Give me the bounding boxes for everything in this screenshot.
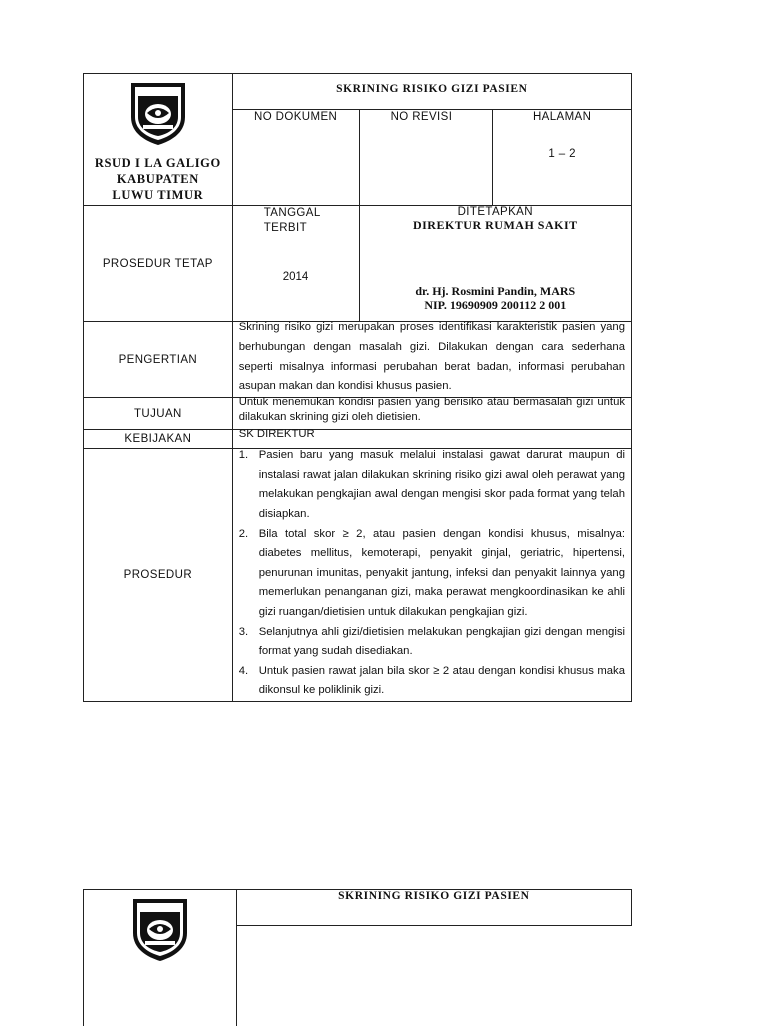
step-text: Untuk pasien rawat jalan bila skor ≥ 2 atau dengan kondisi khusus maka dikonsul ke poliklinik gizi. [258, 664, 625, 697]
halaman-cell [493, 110, 632, 206]
step-text: Pasien baru yang masuk melalui instalasi gawat darurat maupun di instalasi rawat jalan dilakukan skrining risiko gizi awal oleh perawat yang melakukan pengkajian awal dengan mengisi skor pada format yang telah disiapkan. [258, 449, 625, 520]
step-number: 3. [238, 625, 249, 638]
sop-table [83, 73, 632, 702]
halaman-value: 1 – 2 [548, 148, 576, 160]
prosedur-content-cell [232, 449, 631, 702]
pengertian-label-cell [84, 322, 233, 398]
document-title: SKRINING RISIKO GIZI PASIEN [336, 83, 528, 95]
tanggal-terbit-value: 2014 [282, 271, 309, 283]
ditetapkan-label: DITETAPKAN [457, 206, 533, 218]
prosedur-step [239, 662, 625, 701]
prosedur-step [239, 446, 625, 524]
prosedur-step [239, 623, 625, 662]
prosedur-steps [233, 446, 631, 701]
tujuan-label-cell [84, 398, 233, 430]
step-number: 2. [238, 527, 249, 540]
prosedur-label: PROSEDUR [123, 569, 193, 582]
tujuan-text: Untuk menemukan kondisi pasien yang berisiko atau bermasalah gizi untuk dilakukan skrining gizi oleh dietisien. [238, 396, 625, 424]
kebijakan-text: SK DIREKTUR [238, 428, 315, 441]
hospital-header-cell [84, 74, 233, 206]
no-dokumen-cell [232, 110, 359, 206]
second-page-table [83, 889, 632, 1026]
hospital-line-2: KABUPATEN [116, 172, 199, 186]
hospital-name [84, 149, 232, 203]
ditetapkan-cell [359, 206, 631, 322]
tujuan-label: TUJUAN [133, 407, 182, 420]
no-revisi-cell [359, 110, 493, 206]
hospital-logo [125, 77, 191, 147]
hospital-logo [127, 893, 193, 963]
pengertian-content-cell [232, 322, 631, 398]
prosedur-step [239, 525, 625, 623]
tanggal-terbit-cell [232, 206, 359, 322]
tanggal-label: TANGGAL [263, 207, 321, 219]
prosedur-label-cell [84, 449, 233, 702]
step-text: Selanjutnya ahli gizi/dietisien melakukan pengkajian gizi dengan mengisi format yang sudah disediakan. [258, 625, 625, 658]
hospital-line-1: RSUD I LA GALIGO [94, 156, 221, 170]
pengertian-text: Skrining risiko gizi merupakan proses identifikasi karakteristik pasien yang berhubungan dengan masalah gizi. Dilakukan dengan cara sederhana seperti misalnya informasi perubahan berat badan, informasi perubahan asupan makan dan kondisi khusus pasien. [238, 321, 625, 393]
step-number: 4. [238, 664, 249, 677]
second-document-title: SKRINING RISIKO GIZI PASIEN [338, 890, 530, 902]
document-title-cell [232, 74, 631, 110]
direktur-label: DIREKTUR RUMAH SAKIT [412, 218, 578, 232]
prosedur-tetap-cell [84, 206, 233, 322]
step-number: 1. [238, 449, 249, 462]
tujuan-content-cell [232, 398, 631, 430]
kebijakan-label: KEBIJAKAN [124, 433, 192, 446]
no-dokumen-label: NO DOKUMEN [254, 111, 338, 123]
prosedur-tetap-label: PROSEDUR TETAP [102, 257, 213, 270]
kebijakan-label-cell [84, 430, 233, 449]
step-text: Bila total skor ≥ 2, atau pasien dengan kondisi khusus, misalnya: diabetes mellitus, kemoterapi, penyakit ginjal, geriatric, hipertensi, penurunan imunitas, penyakit jantung, infeksi dan penyakit lainnya yang memerlukan penanganan gizi, maka perawat mengkoordinasikan ke ahli gizi ruangan/dietisien untuk dilakukan pengkajian gizi. [258, 527, 625, 618]
hospital-line-3: LUWU TIMUR [112, 188, 204, 202]
signatory-nip: NIP. 19690909 200112 2 001 [424, 298, 567, 312]
no-revisi-label: NO REVISI [390, 111, 453, 123]
halaman-label: HALAMAN [532, 111, 592, 123]
terbit-label: TERBIT [263, 222, 308, 234]
second-blank-cell [236, 926, 631, 1026]
pengertian-label: PENGERTIAN [118, 353, 198, 366]
second-title-cell [236, 890, 631, 926]
signatory-name: dr. Hj. Rosmini Pandin, MARS [415, 284, 576, 298]
second-logo-cell [84, 890, 237, 1026]
